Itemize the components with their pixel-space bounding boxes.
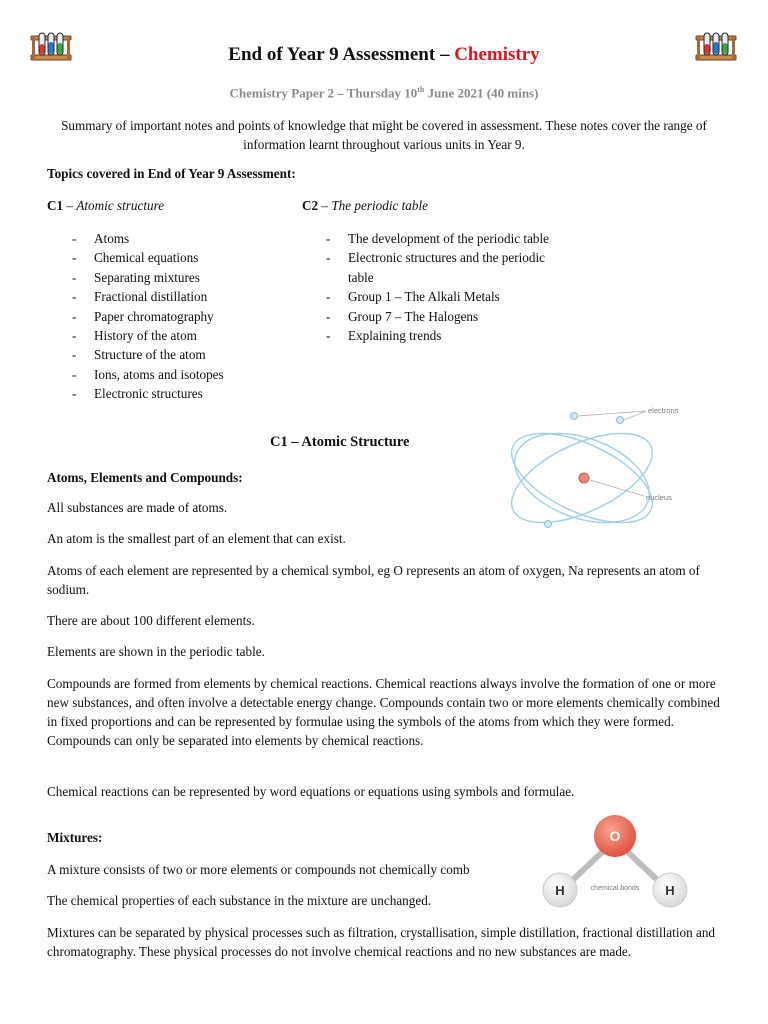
list-item: - Ions, atoms and isotopes bbox=[72, 365, 282, 384]
list-item: - The development of the periodic table bbox=[326, 229, 558, 248]
paragraph: Mixtures can be separated by physical processes such as filtration, crystallisation, simple distillation, fractional distillation and chromatography. These physical processes do not involve chemical reactions and no new substances are made. bbox=[47, 925, 716, 959]
electron bbox=[545, 521, 552, 528]
mixtures-heading: Mixtures: bbox=[47, 830, 103, 845]
list-item: - History of the atom bbox=[72, 326, 282, 345]
list-item: - Group 7 – The Halogens bbox=[326, 307, 558, 326]
topic-column-heading bbox=[302, 198, 428, 214]
electrons-label: electrons bbox=[648, 406, 679, 415]
paragraph: The chemical properties of each substance in the mixture are unchanged. bbox=[47, 893, 432, 908]
subtitle-superscript: th bbox=[417, 85, 425, 94]
topic-dash: – bbox=[63, 198, 77, 213]
paragraph: Chemical reactions can be represented by word equations or equations using symbols and formulae. bbox=[47, 784, 575, 799]
paragraph: Elements are shown in the periodic table. bbox=[47, 644, 265, 659]
page-title bbox=[0, 44, 768, 66]
subtitle-date: June 2021 (40 mins) bbox=[424, 85, 539, 101]
paragraph: Atoms of each element are represented by a chemical symbol, eg O represents an atom of oxygen, Na represents an atom of sodium. bbox=[47, 563, 700, 597]
section-heading: C1 – Atomic Structure bbox=[270, 434, 410, 450]
page-subtitle bbox=[0, 85, 768, 101]
topic-code: C2 bbox=[302, 198, 319, 213]
list-item: - Chemical equations bbox=[72, 248, 282, 267]
paragraph: An atom is the smallest part of an element that can exist. bbox=[47, 531, 346, 546]
list-item: - Paper chromatography bbox=[72, 307, 282, 326]
atoms-heading: Atoms, Elements and Compounds: bbox=[47, 470, 243, 485]
oxygen-symbol: O bbox=[609, 828, 621, 844]
topic-name: Atomic structure bbox=[76, 198, 165, 213]
list-item: - Atoms bbox=[72, 229, 282, 248]
topic-column-heading bbox=[47, 198, 164, 214]
list-item: - Explaining trends bbox=[326, 326, 558, 345]
nucleus-label: nucleus bbox=[646, 493, 672, 502]
topic-list-c2 bbox=[326, 229, 558, 345]
list-item: - Electronic structures and the periodic table bbox=[326, 248, 558, 287]
hydrogen-symbol: H bbox=[555, 883, 565, 898]
intro-paragraph: Summary of important notes and points of knowledge that might be covered in assessment. These notes cover the range of information learnt throughout various units in Year 9. bbox=[61, 118, 707, 152]
hydrogen-symbol: H bbox=[665, 883, 675, 898]
electron bbox=[571, 413, 578, 420]
title-subject: Chemistry bbox=[454, 44, 540, 65]
electron bbox=[617, 417, 624, 424]
subtitle-text: Chemistry Paper 2 – Thursday 10 bbox=[229, 85, 418, 101]
paragraph: There are about 100 different elements. bbox=[47, 613, 255, 628]
topics-heading: Topics covered in End of Year 9 Assessment: bbox=[47, 166, 296, 181]
paragraph: A mixture consists of two or more elements or compounds not chemically comb bbox=[47, 862, 470, 877]
list-item: - Separating mixtures bbox=[72, 268, 282, 287]
list-item: - Structure of the atom bbox=[72, 345, 282, 364]
bond-label: chemical bonds bbox=[590, 885, 640, 892]
topic-list-c1 bbox=[72, 229, 282, 404]
paragraph: All substances are made of atoms. bbox=[47, 500, 228, 515]
title-prefix: End of Year 9 Assessment – bbox=[228, 44, 455, 65]
topic-dash: – bbox=[318, 198, 332, 213]
list-item: - Fractional distillation bbox=[72, 287, 282, 306]
topic-code: C1 bbox=[47, 198, 64, 213]
paragraph: Compounds are formed from elements by chemical reactions. Chemical reactions always involve the formation of one or more new substances, and often involve a detectable energy change. Compounds contain two or more elements chemically combined in fixed proportions and can be represented by formulae using the symbols of the atoms from which they were formed. Compounds can only be separated into elements by chemical reactions. bbox=[47, 676, 720, 748]
list-item: - Group 1 – The Alkali Metals bbox=[326, 287, 558, 306]
list-item: - Electronic structures bbox=[72, 384, 282, 403]
topic-name: The periodic table bbox=[331, 198, 429, 213]
